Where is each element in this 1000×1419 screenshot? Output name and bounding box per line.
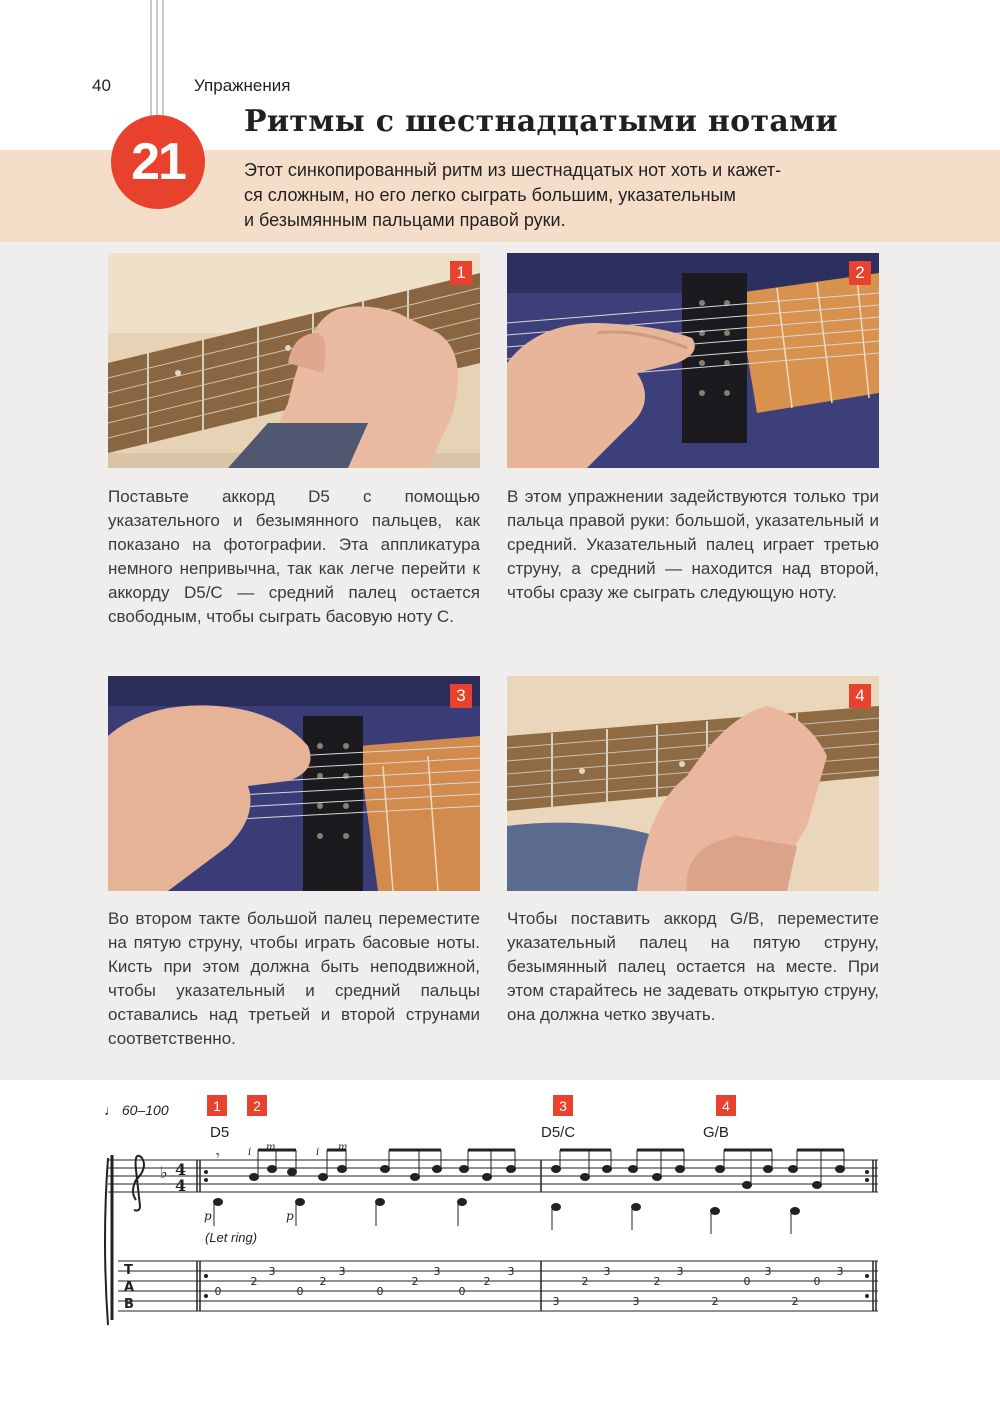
exercise-intro bbox=[244, 158, 864, 233]
marker-tag: 2 bbox=[247, 1095, 267, 1116]
chord-symbol: G/B bbox=[703, 1124, 729, 1141]
tab-fret: 0 bbox=[813, 1275, 821, 1288]
tab-fret: 0 bbox=[214, 1285, 222, 1298]
tab-fret: 3 bbox=[433, 1265, 441, 1278]
marker-tag: 4 bbox=[716, 1095, 736, 1116]
section-title: Упражнения bbox=[194, 76, 291, 95]
tab-fret: 2 bbox=[319, 1275, 327, 1288]
music-score bbox=[0, 1080, 1000, 1419]
finger-mark: p bbox=[204, 1209, 212, 1223]
tab-fret: 2 bbox=[791, 1295, 799, 1308]
step-3-photo bbox=[108, 676, 480, 891]
step-2-photo bbox=[507, 253, 879, 468]
tab-fret: 2 bbox=[250, 1275, 258, 1288]
intro-line: и безымянным пальцами правой руки. bbox=[244, 210, 566, 230]
marker-tag: 3 bbox=[553, 1095, 573, 1116]
finger-mark: p bbox=[286, 1209, 294, 1223]
step-2-text: В этом упражнении задействуются только три пальца правой руки: большой, указательный и средний. Указательный палец играет третью струну, а средний — находится над второй, чтобы сразу же сыграть следующую ноту. bbox=[507, 487, 879, 602]
tab-fret: 2 bbox=[653, 1275, 661, 1288]
time-sig-top: 4 bbox=[175, 1160, 187, 1179]
tab-fret: 0 bbox=[376, 1285, 384, 1298]
tab-letter: A bbox=[124, 1280, 135, 1295]
step-1-text: Поставьте аккорд D5 с помощью указательного и безымянного пальцев, как показано на фотографии. Эта аппликатура немного непривычна, так как легче перейти к аккорду D5/C — средний палец остается свободным, чтобы сыграть басовую ноту C. bbox=[108, 487, 480, 626]
step-1-photo bbox=[108, 253, 480, 468]
binder-lines bbox=[150, 0, 166, 120]
tab-fret: 2 bbox=[483, 1275, 491, 1288]
finger-mark: i bbox=[316, 1147, 320, 1158]
tab-fret: 0 bbox=[743, 1275, 751, 1288]
finger-mark: i bbox=[248, 1147, 252, 1158]
tab-letter: B bbox=[124, 1297, 134, 1312]
tab-fret: 3 bbox=[764, 1265, 772, 1278]
photo-fretting-hand-d5 bbox=[108, 253, 480, 468]
tab-fret: 3 bbox=[676, 1265, 684, 1278]
upper-voice bbox=[250, 1150, 845, 1189]
tab-fret: 3 bbox=[268, 1265, 276, 1278]
tab-fret: 0 bbox=[296, 1285, 304, 1298]
tab-fret: 3 bbox=[338, 1265, 346, 1278]
exercise-title: Ритмы с шестнадцатыми нотами bbox=[244, 104, 838, 139]
lower-voice bbox=[214, 1199, 800, 1235]
tab-fret: 3 bbox=[603, 1265, 611, 1278]
finger-mark: m bbox=[266, 1142, 276, 1153]
tab-fret: 3 bbox=[836, 1265, 844, 1278]
step-number-tag: 4 bbox=[849, 684, 871, 708]
step-4-photo bbox=[507, 676, 879, 891]
eighth-rest: 𝄾 bbox=[216, 1148, 220, 1164]
tab-fret: 0 bbox=[458, 1285, 466, 1298]
intro-line: ся сложным, но его легко сыграть большим, указательным bbox=[244, 185, 736, 205]
tab-fret: 3 bbox=[507, 1265, 515, 1278]
let-ring-text: (Let ring) bbox=[205, 1230, 258, 1245]
tab-fret: 3 bbox=[552, 1295, 560, 1308]
step-4-text: Чтобы поставить аккорд G/B, переместите указательный палец на пятую струну, безымянный палец остается на месте. При этом старайтесь не задевать открытую струну, она должна четко звучать. bbox=[507, 909, 879, 1024]
time-sig-bottom: 4 bbox=[175, 1176, 187, 1195]
photo-fretting-hand-gb bbox=[507, 676, 879, 891]
exercise-number-badge: 21 bbox=[111, 115, 205, 209]
chord-symbol: D5/C bbox=[541, 1124, 576, 1141]
photo-picking-hand bbox=[507, 253, 879, 468]
finger-mark: m bbox=[338, 1142, 348, 1153]
tab-fret: 2 bbox=[411, 1275, 419, 1288]
tab-fret: 3 bbox=[632, 1295, 640, 1308]
page-number: 40 bbox=[92, 76, 111, 95]
photo-thumb-fifth-string bbox=[108, 676, 480, 891]
chord-symbol: D5 bbox=[210, 1124, 230, 1141]
tab-letter: T bbox=[124, 1263, 133, 1278]
treble-clef-icon bbox=[133, 1156, 144, 1211]
tab-fret: 2 bbox=[581, 1275, 589, 1288]
step-number-tag: 2 bbox=[849, 261, 871, 285]
flat-sign: ♭ bbox=[160, 1163, 168, 1182]
intro-line: Этот синкопированный ритм из шестнадцатых нот хоть и кажет- bbox=[244, 160, 782, 180]
step-number-tag: 3 bbox=[450, 684, 472, 708]
marker-tag: 1 bbox=[207, 1095, 227, 1116]
step-number-tag: 1 bbox=[450, 261, 472, 285]
step-3-text: Во втором такте большой палец переместите на пятую струну, чтобы играть басовые ноты. Кисть при этом должна быть неподвижной, чтобы указательный и средний пальцы оставались над третьей и второй струнами соответственно. bbox=[108, 909, 480, 1048]
tempo-mark: ♩ 60–100 bbox=[104, 1102, 169, 1118]
tab-fret: 2 bbox=[711, 1295, 719, 1308]
